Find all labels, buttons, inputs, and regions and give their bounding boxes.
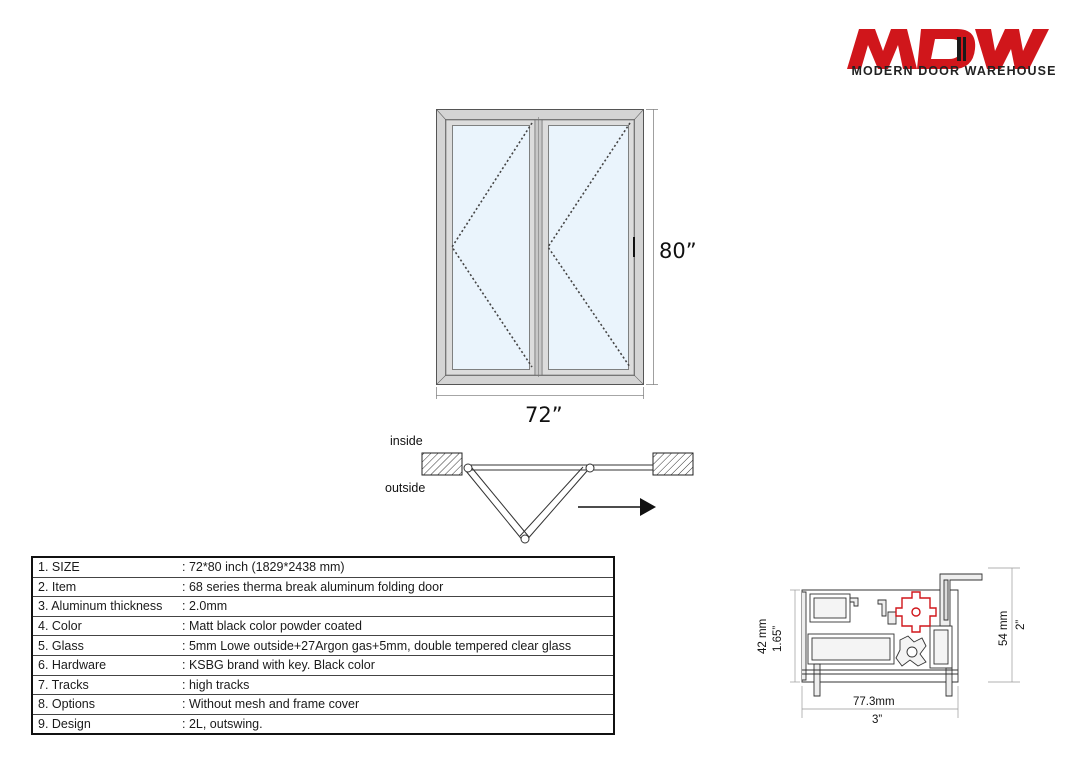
spec-label: 5. Glass [32, 636, 177, 656]
spec-label: 7. Tracks [32, 675, 177, 695]
width-dimension [436, 387, 644, 399]
spec-label: 3. Aluminum thickness [32, 597, 177, 617]
brand-logo-text: MDW [845, 25, 848, 26]
spec-value: : Without mesh and frame cover [177, 695, 614, 715]
spec-row [32, 597, 614, 617]
thermal-break [896, 592, 936, 632]
door-diagram [385, 95, 720, 550]
left-dimension-in: 1.65” [772, 625, 784, 652]
spec-row [32, 714, 614, 734]
spec-label: 2. Item [32, 577, 177, 597]
height-dimension-label: 80” [659, 239, 697, 263]
brand-tagline: MODERN DOOR WAREHOUSE [851, 64, 1057, 78]
spec-value: : 5mm Lowe outside+27Argon gas+5mm, double tempered clear glass [177, 636, 614, 656]
slide-direction-arrow [578, 498, 656, 516]
spec-label: 9. Design [38, 717, 91, 732]
spec-value: : 2.0mm [177, 597, 614, 617]
spec-value: : KSBG brand with key. Black color [177, 655, 614, 675]
spec-row [32, 616, 614, 636]
bottom-dimension-in: 3” [872, 714, 883, 726]
spec-value: : 68 series therma break aluminum folding door [177, 577, 614, 597]
wall-left [422, 453, 462, 475]
spec-label: 4. Color [32, 616, 177, 636]
spec-label: 6. Hardware [32, 655, 177, 675]
profile-section-diagram [750, 560, 1050, 730]
spec-label: 8. Options [32, 695, 177, 715]
spec-row [32, 636, 614, 656]
spec-value: : 72*80 inch (1829*2438 mm) [177, 557, 614, 577]
door-handle [633, 237, 635, 257]
door-frame [437, 110, 644, 385]
spec-value: : high tracks [177, 675, 614, 695]
bottom-dimension-mm: 77.3mm [853, 696, 895, 708]
spec-table [31, 556, 615, 735]
right-dimension-in: 2” [1015, 619, 1027, 630]
right-dimension-mm: 54 mm [998, 610, 1010, 646]
outside-label: outside [385, 481, 426, 495]
width-dimension-label: 72” [525, 403, 563, 427]
inside-label: inside [390, 434, 423, 448]
spec-value: : Matt black color powder coated [177, 616, 614, 636]
spec-value: : 2L, outswing. [182, 717, 263, 732]
left-dimension-mm: 42 mm [757, 618, 769, 654]
spec-row [32, 655, 614, 675]
spec-row [32, 695, 614, 715]
folding-panels-plan [464, 464, 653, 543]
height-dimension [646, 109, 658, 385]
spec-row [32, 557, 614, 577]
spec-label: 1. SIZE [32, 557, 177, 577]
spec-row [32, 577, 614, 597]
spec-row [32, 675, 614, 695]
wall-right [653, 453, 693, 475]
